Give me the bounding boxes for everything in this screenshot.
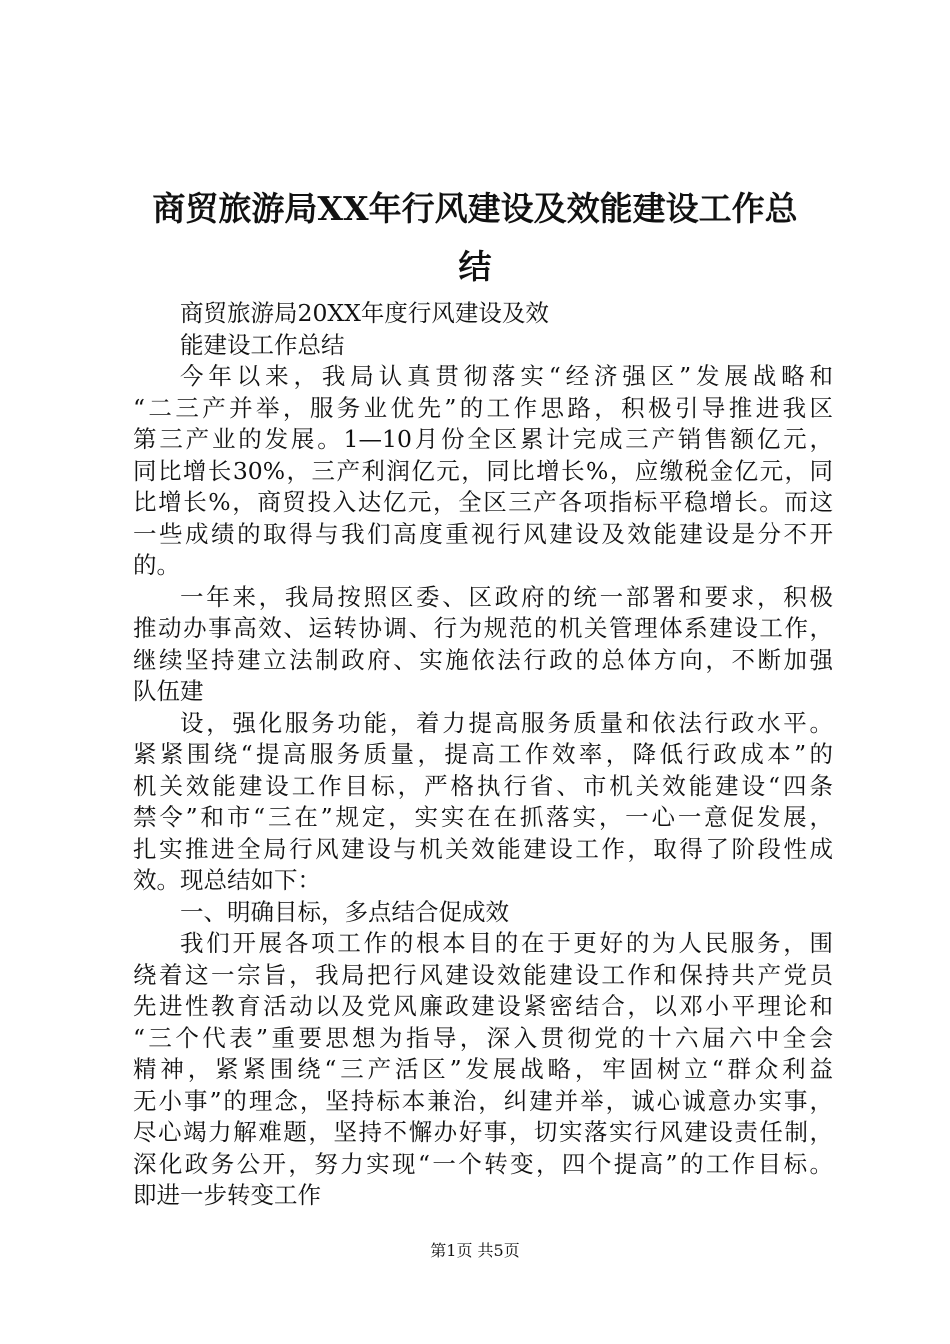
- body-line: 我们开展各项工作的根本目的在于更好的为人民服务，围: [180, 929, 833, 957]
- body-line: 扎实推进全局行风建设与机关效能建设工作，取得了阶段性成: [133, 834, 833, 863]
- document-title: [120, 180, 830, 296]
- page-footer: [0, 1240, 950, 1262]
- body-line: 第三产业的发展。1—10月份全区累计完成三产销售额亿元，: [133, 425, 833, 453]
- title-line-1: 商贸旅游局XX年行风建设及效能建设工作总: [152, 189, 798, 228]
- document-body: [133, 298, 833, 1212]
- body-line: 即进一步转变工作: [133, 1181, 321, 1209]
- body-line: 比增长%，商贸投入达亿元，全区三产各项指标平稳增长。而这: [133, 488, 833, 516]
- body-line: 紧紧围绕“提高服务质量，提高工作效率，降低行政成本”的: [133, 740, 833, 768]
- body-line: 的。: [133, 551, 180, 579]
- body-line: 精神，紧紧围绕“三产活区”发展战略，牢固树立“群众利益: [133, 1055, 833, 1083]
- title-line-2: 结: [458, 247, 492, 286]
- body-line: 能建设工作总结: [180, 330, 345, 359]
- page-number-label: 第1页 共5页: [430, 1241, 520, 1260]
- body-line: “三个代表”重要思想为指导，深入贯彻党的十六届六中全会: [133, 1023, 833, 1052]
- body-line: 一、明确目标，多点结合促成效: [180, 897, 509, 926]
- body-line: 机关效能建设工作目标，严格执行省、市机关效能建设“四条: [133, 771, 833, 800]
- body-line: 一些成绩的取得与我们高度重视行风建设及效能建设是分不开: [133, 519, 833, 548]
- body-line: 效。现总结如下：: [133, 866, 321, 894]
- body-line: 继续坚持建立法制政府、实施依法行政的总体方向，不断加强: [133, 645, 833, 674]
- body-line: 禁令”和市“三在”规定，实实在在抓落实，一心一意促发展，: [133, 803, 833, 831]
- body-line: 绕着这一宗旨，我局把行风建设效能建设工作和保持共产党员: [133, 960, 833, 989]
- body-line: 同比增长30%，三产利润亿元，同比增长%，应缴税金亿元，同: [133, 456, 833, 485]
- body-line: 商贸旅游局20XX年度行风建设及效: [180, 299, 549, 327]
- body-line: “二三产并举，服务业优先”的工作思路，积极引导推进我区: [133, 393, 833, 422]
- body-line: 推动办事高效、运转协调、行为规范的机关管理体系建设工作，: [133, 614, 833, 642]
- body-line: 队伍建: [133, 677, 204, 705]
- body-line: 今年以来，我局认真贯彻落实“经济强区”发展战略和: [180, 362, 833, 390]
- body-line: 一年来，我局按照区委、区政府的统一部署和要求，积极: [180, 582, 833, 611]
- body-line: 无小事”的理念，坚持标本兼治，纠建并举，诚心诚意办实事，: [133, 1086, 833, 1115]
- body-line: 尽心竭力解难题，坚持不懈办好事，切实落实行风建设责任制，: [133, 1118, 833, 1146]
- body-line: 先进性教育活动以及党风廉政建设紧密结合，以邓小平理论和: [133, 992, 833, 1020]
- body-line: 设，强化服务功能，着力提高服务质量和依法行政水平。: [180, 708, 833, 737]
- body-line: 深化政务公开，努力实现“一个转变，四个提高”的工作目标。: [133, 1149, 833, 1178]
